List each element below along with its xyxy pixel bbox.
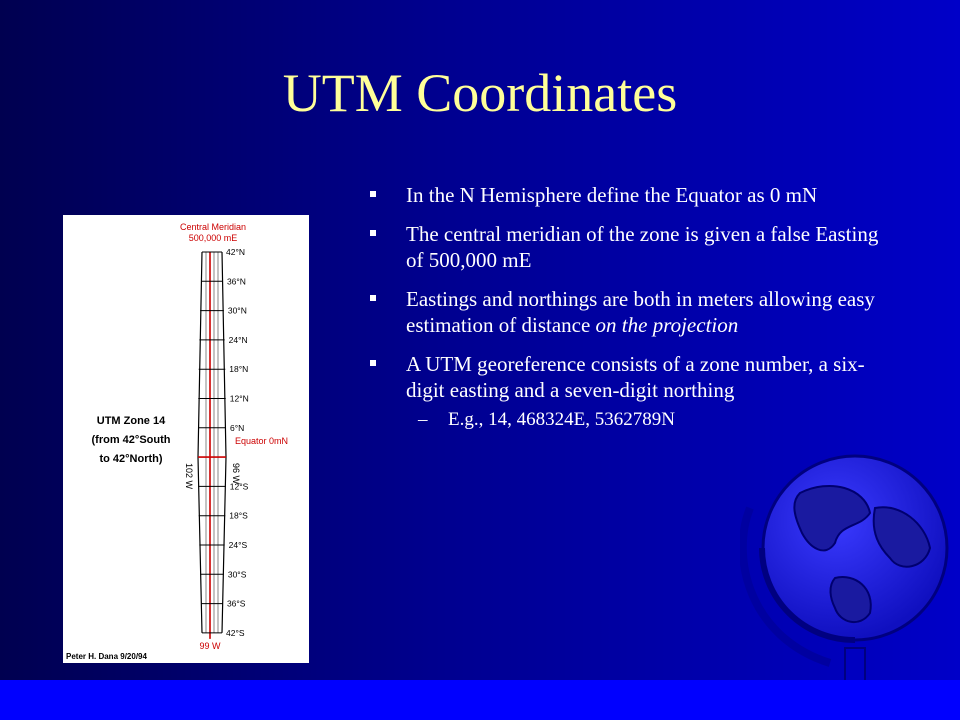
latitude-label: 6°N — [229, 422, 245, 433]
bullet-emphasis: on the projection — [595, 313, 739, 337]
latitude-label: 24°N — [228, 334, 248, 345]
bullet-square-icon — [370, 295, 376, 301]
zone-title-line3: to 42°North) — [99, 453, 163, 465]
latitude-label: 18°N — [229, 364, 249, 375]
bullet-list — [364, 182, 884, 433]
bullet-item — [364, 182, 884, 208]
bullet-text: In the N Hemisphere define the Equator as 0 mN — [406, 183, 818, 207]
bullet-square-icon — [370, 230, 376, 236]
latitude-label: 36°S — [226, 598, 246, 609]
bullet-text: The central meridian of the zone is given a false Easting of 500,000 mE — [406, 222, 879, 272]
utm-zone-diagram — [63, 215, 309, 663]
central-meridian-label-line2: 500,000 mE — [188, 233, 238, 243]
zone-east-boundary — [222, 252, 226, 633]
zone-title-line1: UTM Zone 14 — [96, 415, 166, 427]
latitude-label: 24°S — [228, 540, 248, 550]
bullet-text: Eastings and northings are both in meters allowing easy estimation of distance — [406, 287, 875, 337]
bottom-bar — [0, 680, 960, 720]
sub-bullet-item — [364, 407, 884, 433]
zone-west-boundary — [198, 252, 202, 633]
sub-bullet-text: E.g., 14, 468324E, 5362789N — [448, 409, 675, 430]
latitude-label: 18°S — [229, 510, 248, 521]
left-meridian-label: 102 W — [184, 463, 194, 490]
bullet-item — [364, 286, 884, 338]
central-meridian-label-line1: Central Meridian — [179, 222, 247, 232]
latitude-label: 36°N — [226, 276, 246, 287]
globe-icon — [740, 448, 960, 708]
zone-title-line2: (from 42°South — [91, 434, 171, 446]
slide-title: UTM Coordinates — [282, 63, 678, 123]
latitude-label: 12°N — [229, 393, 249, 404]
bullet-item — [364, 221, 884, 273]
credit-label: Peter H. Dana 9/20/94 — [66, 652, 147, 661]
bottom-meridian-label: 99 W — [199, 641, 221, 651]
bullet-item — [364, 351, 884, 403]
latitude-label: 42°S — [226, 627, 245, 638]
bullet-square-icon — [370, 360, 376, 366]
right-meridian-label: 96 W — [231, 463, 241, 485]
bullet-text: A UTM georeference consists of a zone number, a six-digit easting and a seven-digit northing — [406, 352, 865, 402]
utm-zone-figure — [63, 215, 309, 663]
latitude-label: 30°S — [227, 569, 247, 580]
sub-bullet-dash: – — [418, 409, 428, 430]
equator-label: Equator 0mN — [235, 436, 289, 446]
bullet-square-icon — [370, 191, 376, 197]
latitude-label: 30°N — [227, 305, 247, 316]
latitude-label: 42°N — [226, 247, 245, 257]
latitude-label: 12°S — [229, 481, 249, 492]
